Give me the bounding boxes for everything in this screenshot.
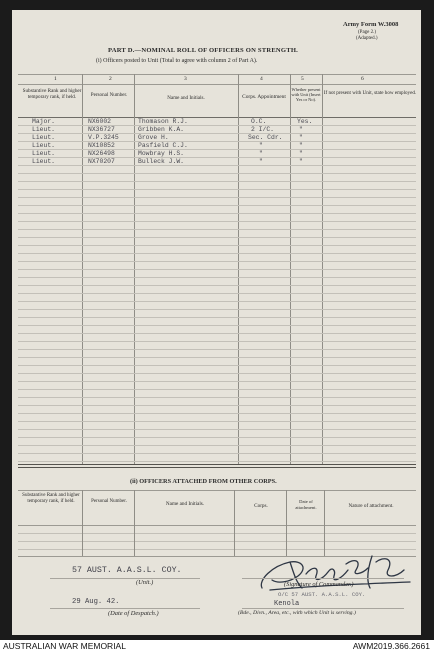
ruled-line (18, 453, 416, 454)
row-corps: O.C. (251, 118, 267, 125)
ruled-line (18, 197, 416, 198)
date-value: 29 Aug. 42. (72, 598, 120, 606)
commander-signature (250, 544, 418, 596)
row-corps: " (259, 142, 263, 149)
ruled-line (18, 373, 416, 374)
ruled-line (18, 245, 416, 246)
ruled-line (18, 189, 416, 190)
ruled-line (18, 365, 416, 366)
ruled-line (18, 293, 416, 294)
table-ii-rule (18, 533, 416, 534)
ruled-line (18, 221, 416, 222)
form-page (12, 10, 421, 635)
ruled-line (18, 149, 416, 150)
row-present: " (299, 134, 303, 141)
row-corps: " (259, 150, 263, 157)
table-ii-rule (18, 541, 416, 542)
date-underline (50, 608, 200, 609)
archive-id: AWM2019.366.2661 (352, 641, 430, 651)
table-ii-header-name: Name and Initials. (165, 501, 205, 507)
ruled-line (18, 141, 416, 142)
row-rank: Lieut. (32, 142, 56, 149)
ruled-line (18, 277, 416, 278)
ruled-line (18, 341, 416, 342)
ruled-line (18, 389, 416, 390)
table-ii-header-corps: Corps. (254, 503, 268, 509)
col-num-4: 4 (260, 76, 263, 82)
row-present: " (299, 158, 303, 165)
row-number: NX36727 (88, 126, 115, 133)
header-present: Whether present with Unit (Insert Yes or No). (291, 87, 321, 102)
row-present: " (299, 150, 303, 157)
table-ii-col-divider (82, 490, 83, 556)
row-name: Mowbray H.S. (138, 150, 185, 157)
location-underline (242, 608, 404, 609)
section-divider (18, 467, 416, 468)
ruled-line (18, 229, 416, 230)
col-num-5: 5 (301, 76, 304, 82)
row-present: " (299, 126, 303, 133)
table-ii-col-divider (234, 490, 235, 556)
ruled-line (18, 269, 416, 270)
row-name: Thomason R.J. (138, 118, 188, 125)
ruled-line (18, 405, 416, 406)
ruled-line (18, 165, 416, 166)
header-bottom-border (18, 117, 416, 118)
table-top-border (18, 74, 416, 75)
date-label: (Date of Despatch.) (108, 610, 159, 617)
unit-underline (50, 578, 200, 579)
row-number: NX70207 (88, 158, 115, 165)
table-ii-header-rank: Substantive Rank and higher temporary rank, if held. (22, 493, 80, 504)
location-value: Kenola (274, 600, 300, 608)
col-num-3: 3 (184, 76, 187, 82)
table-ii-top-border (18, 490, 416, 491)
ruled-line (18, 133, 416, 134)
row-rank: Lieut. (32, 150, 56, 157)
row-rank: Lieut. (32, 126, 56, 133)
section-i-title: (i) Officers posted to Unit (Total to agree with column 2 of Part A). (96, 58, 258, 64)
col-number-border (18, 84, 416, 85)
header-employment: If not present with Unit, state how employed. (323, 90, 417, 96)
ruled-line (18, 237, 416, 238)
row-present: " (299, 142, 303, 149)
section-ii-title: (ii) OFFICERS ATTACHED FROM OTHER CORPS. (130, 478, 277, 485)
ruled-line (18, 421, 416, 422)
row-name: Grove H. (138, 134, 169, 141)
header-corps: Corps. Appointment (242, 94, 286, 100)
row-number: NX6002 (88, 118, 112, 125)
unit-value: 57 AUST. A.A.S.L. COY. (72, 566, 182, 575)
ruled-line (18, 125, 416, 126)
row-number: NX26498 (88, 150, 115, 157)
ruled-line (18, 253, 416, 254)
section-divider (18, 464, 416, 465)
ruled-line (18, 445, 416, 446)
ruled-line (18, 397, 416, 398)
table-ii-header-border (18, 525, 416, 526)
part-title: PART D.—NOMINAL ROLL OF OFFICERS ON STRENGTH. (108, 47, 298, 54)
ruled-line (18, 157, 416, 158)
row-name: Bulleck J.W. (138, 158, 185, 165)
signature-underline (242, 578, 404, 579)
form-number: Army Form W.3008 (343, 21, 399, 28)
signature-stamp: O/C 57 AUST. A.A.S.L. COY. (278, 591, 366, 598)
ruled-line (18, 317, 416, 318)
ruled-line (18, 461, 416, 462)
ruled-line (18, 349, 416, 350)
ruled-line (18, 325, 416, 326)
ruled-line (18, 413, 416, 414)
header-rank: Substantive Rank and higher temporary rank, if held. (22, 88, 82, 100)
row-corps: " (259, 158, 263, 165)
table-ii-col-divider (134, 490, 135, 556)
row-rank: Major. (32, 118, 56, 125)
area-label: (Bde., Divn., Area, etc., with which Unit is serving.) (238, 610, 356, 616)
ruled-line (18, 205, 416, 206)
ruled-line (18, 261, 416, 262)
row-rank: Lieut. (32, 158, 56, 165)
ruled-line (18, 437, 416, 438)
ruled-line (18, 357, 416, 358)
ruled-line (18, 301, 416, 302)
row-name: Gribben K.A. (138, 126, 185, 133)
row-rank: Lieut. (32, 134, 56, 141)
col-num-6: 6 (361, 76, 364, 82)
header-name: Name and Initials. (167, 95, 205, 101)
ruled-line (18, 173, 416, 174)
row-number: NX10852 (88, 142, 115, 149)
row-corps: 2 I/C. (251, 126, 275, 133)
unit-label: (Unit.) (136, 579, 154, 586)
archive-footer (0, 640, 434, 653)
row-corps: Sec. Cdr. (248, 134, 283, 141)
row-name: Pasfield C.J. (138, 142, 188, 149)
signature-label: (Signature of Commander.) (284, 581, 354, 588)
col-num-2: 2 (109, 76, 112, 82)
row-present: Yes. (297, 118, 313, 125)
form-adapted: (Adapted.) (356, 36, 378, 41)
form-page-number: (Page 2.) (358, 30, 377, 35)
ruled-line (18, 381, 416, 382)
archive-name: AUSTRALIAN WAR MEMORIAL (3, 641, 126, 651)
col-num-1: 1 (54, 76, 57, 82)
ruled-line (18, 333, 416, 334)
header-personal-number: Personal Number. (90, 92, 128, 98)
ruled-line (18, 181, 416, 182)
ruled-line (18, 309, 416, 310)
ruled-line (18, 285, 416, 286)
ruled-line (18, 429, 416, 430)
table-ii-header-number: Personal Number. (91, 499, 127, 504)
table-ii-header-date: Date of attachment. (295, 499, 317, 510)
table-ii-header-nature: Nature of attachment. (348, 503, 394, 509)
row-number: V.P.3245 (88, 134, 119, 141)
ruled-line (18, 213, 416, 214)
